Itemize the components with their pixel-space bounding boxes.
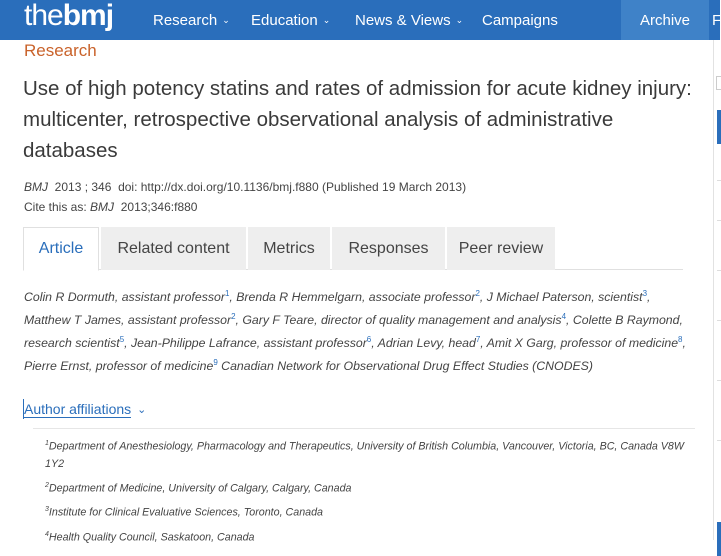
cite-as-line: Cite this as: BMJ 2013;346:f880 (24, 200, 198, 214)
tab-responses[interactable]: Responses (332, 227, 445, 270)
divider (717, 440, 721, 441)
divider (717, 180, 721, 181)
sidebar-button-fragment[interactable] (717, 110, 721, 144)
tab-peer-review[interactable]: Peer review (447, 227, 555, 270)
author-name[interactable]: , Amit X Garg, professor of medicine (480, 336, 679, 351)
author-name[interactable]: , Pierre Ernst, professor of medicine (24, 336, 686, 374)
sidebar-button-fragment[interactable] (717, 522, 721, 556)
divider (717, 380, 721, 381)
affiliation-item: $^1$Department of Anesthesiology, Pharmacology and Therapeutics, University of British Columbia, Vancouver, Victoria, BC, Canada V8W 1Y2 (45, 440, 684, 470)
affiliations-list (33, 428, 695, 550)
nav-education[interactable]: Education ⌄ (251, 11, 331, 29)
divider (717, 220, 721, 221)
tab-metrics[interactable]: Metrics (248, 227, 330, 270)
affiliation-item: $^2$Department of Medicine, University of Calgary, Calgary, Canada (45, 481, 352, 495)
author-name[interactable]: , Gary F Teare, director of quality management and analysis (235, 313, 562, 328)
right-sidebar-edge (713, 40, 720, 540)
chevron-down-icon: ⌄ (137, 403, 147, 416)
author-name[interactable]: , Matthew T James, assistant professor (24, 290, 651, 328)
affiliation-item: $^4$Health Quality Council, Saskatoon, Canada (45, 530, 255, 544)
author-affiliations-toggle[interactable]: Author affiliations ⌄ (23, 399, 146, 419)
chevron-down-icon: ⌄ (455, 14, 464, 25)
author-name[interactable]: , Brenda R Hemmelgarn, associate professor (229, 290, 476, 305)
author-list: Colin R Dormuth, assistant professor$^1$, Brenda R Hemmelgarn, associate professor$^2$, J Michael Paterson, scientist$^3$, Matthew T James, assistant professor$^2$, Gary F Teare, director of quality management and analysis$^4$, Colette B Raymond, research scientist$^5$, Jean-Philippe Lafrance, assistant professor$^6$, Adrian Levy, head$^7$, Amit X Garg, professor of medicine$^8$, Pierre Ernst, professor of medicine$^9$ Canadian Network for Observational Drug Effect Studies (CNODES) (24, 289, 686, 374)
nav-archive[interactable]: Archive (621, 0, 709, 40)
bmj-logo[interactable]: the bmj (24, 0, 114, 32)
author-name[interactable]: , Adrian Levy, head (371, 336, 476, 351)
nav-campaigns[interactable]: Campaigns (482, 11, 558, 29)
doi-link[interactable]: doi: http://dx.doi.org/10.1136/bmj.f880 (118, 180, 319, 194)
article-title: Use of high potency statins and rates of admission for acute kidney injury: multicenter, retrospective observational analysis of administrative databases (23, 77, 692, 162)
sidebar-input-fragment[interactable] (716, 76, 721, 90)
nav-news-views[interactable]: News & Views ⌄ (355, 11, 464, 29)
author-name[interactable]: Colin R Dormuth, assistant professor (24, 290, 225, 305)
nav-research[interactable]: Research ⌄ (153, 11, 230, 29)
tab-article[interactable]: Article (23, 227, 99, 271)
affiliation-item: $^3$Institute for Clinical Evaluative Sciences, Toronto, Canada (45, 506, 323, 519)
author-name[interactable]: , Colette B Raymond, research scientist (24, 313, 683, 351)
section-label[interactable]: Research (24, 41, 97, 60)
citation-line: BMJ 2013 ; 346 doi: http://dx.doi.org/10.1136/bmj.f880 (Published 19 March 2013) (24, 180, 467, 194)
article-tabs (23, 227, 683, 270)
article-meta (24, 177, 466, 217)
author-name[interactable]: , Jean-Philippe Lafrance, assistant professor (124, 336, 367, 351)
chevron-down-icon: ⌄ (322, 14, 331, 25)
chevron-down-icon: ⌄ (222, 14, 230, 25)
tab-related-content[interactable]: Related content (101, 227, 246, 270)
author-name[interactable]: , J Michael Paterson, scientist (479, 290, 643, 305)
nav-item-cut[interactable]: F (712, 11, 721, 29)
top-nav-bar (0, 0, 720, 40)
author-group: Canadian Network for Observational Drug Effect Studies (CNODES) (217, 359, 593, 374)
divider (717, 270, 721, 271)
divider (717, 320, 721, 321)
